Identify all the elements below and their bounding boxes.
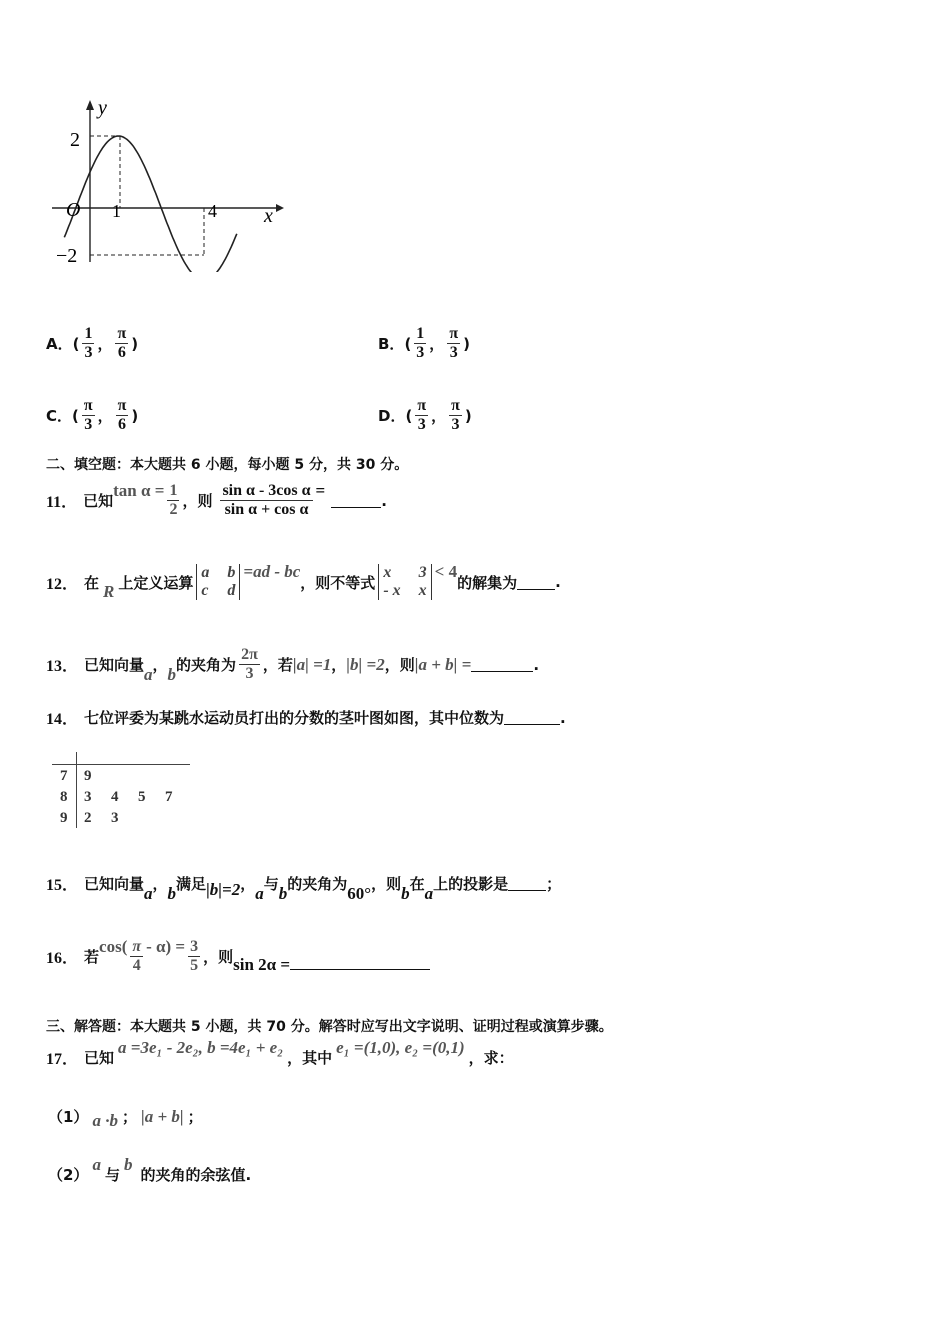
y-axis-label: y <box>98 97 107 119</box>
sine-graph <box>44 92 294 272</box>
stem: 9 <box>60 810 68 826</box>
fraction: π 3 <box>451 397 460 433</box>
leaf: 4 <box>111 789 119 805</box>
answer-blank[interactable] <box>471 657 533 672</box>
answer-blank[interactable] <box>290 955 430 970</box>
paren: ) <box>463 334 470 353</box>
question-17-part-1: （1） a ·b ； |a + b| ； <box>48 1106 203 1130</box>
question-11: 11． 已知 tan α = $\frac{1}{2}$ ，则 $\frac{\text{sin α - 3cos α}}{\text{sin α + cos α}}$ = . <box>46 480 387 518</box>
paren: ) <box>131 334 139 353</box>
determinant: a b c d <box>196 564 240 600</box>
leaf: 9 <box>84 768 92 784</box>
option-label: C． <box>46 407 73 425</box>
stem-leaf-row <box>60 787 192 808</box>
leaf: 2 <box>84 810 92 826</box>
fraction: 1 3 <box>84 325 93 361</box>
question-13: 13． 已知向量 a ， b 的夹角为 2π 3 ，若 |a| =1 ， |b| =2 ，则 |a + b| = . <box>46 646 540 684</box>
paren: ( <box>404 334 412 353</box>
fraction: π 3 <box>83 397 93 433</box>
paren: ( <box>405 406 413 425</box>
question-16: 16． 若 cos( π 4 - α) = $\frac{3}{5}$ ，则 sin 2α = <box>46 938 430 975</box>
question-12: 12． 在 R 上定义运算 a b c d =ad - bc ，则不等式 x 3 - x x < 4 的解集为 . <box>46 562 561 601</box>
leaf: 3 <box>111 810 119 826</box>
fraction: π 6 <box>117 397 127 433</box>
question-number: 11． <box>46 494 78 511</box>
paren: ( <box>72 334 80 353</box>
option-label: B． <box>378 335 405 353</box>
question-number: 14． <box>46 711 79 728</box>
answer-blank[interactable] <box>508 876 546 891</box>
tick-x-4: 4 <box>208 201 217 221</box>
determinant: x 3 - x x <box>378 564 431 600</box>
question-15: 15． 已知向量 a ， b 满足 |b|=2 ， a 与 b 的夹角为 60° ，则 b 在 a 上的投影是 ； <box>46 872 561 895</box>
fraction: 1 3 <box>416 325 425 361</box>
leaf: 3 <box>84 789 92 805</box>
paren: ) <box>464 406 472 425</box>
x-axis-label: x <box>264 205 273 227</box>
leaf: 7 <box>165 789 173 805</box>
answer-blank[interactable] <box>517 575 555 590</box>
question-number: 15． <box>46 877 79 894</box>
answer-blank[interactable] <box>331 493 381 508</box>
leaf: 5 <box>138 789 146 805</box>
option-a[interactable]: A． ( 1 3 ， π 6 ) <box>46 325 139 361</box>
section-2-heading: 二、填空题：本大题共 6 小题，每小题 5 分，共 30 分。 <box>46 457 409 473</box>
stem-leaf-row <box>60 808 192 829</box>
question-number: 17． <box>46 1051 79 1068</box>
fraction: π 3 <box>417 397 427 433</box>
stem: 8 <box>60 789 68 805</box>
question-17-part-2: （2） a 与 b 的夹角的余弦值. <box>48 1154 252 1184</box>
origin-label: O <box>66 199 81 221</box>
question-number: 13． <box>46 658 79 675</box>
paren: ( <box>72 406 79 425</box>
question-17: 17． 已知 a =3e₁ - 2e₂, b =4e₁ + e₂ ，其中 e₁ =(1,0), e₂ =(0,1) ，求： <box>46 1037 514 1068</box>
fraction: π 6 <box>117 325 127 361</box>
question-number: 12． <box>46 575 79 593</box>
option-d[interactable]: D． ( π 3 ， π 3 ) <box>378 397 472 433</box>
tick-y-neg2: −2 <box>56 245 78 267</box>
option-label: A． <box>46 335 73 353</box>
section-3-heading: 三、解答题：本大题共 5 小题，共 70 分。解答时应写出文字说明、证明过程或演算步骤。 <box>46 1019 613 1035</box>
option-b[interactable]: B． ( 1 3 ， π 3 ) <box>378 325 470 361</box>
option-label: D． <box>378 407 406 425</box>
question-14: 14． 七位评委为某跳水运动员打出的分数的茎叶图如图，其中位数为 . <box>46 706 566 729</box>
question-number: 16． <box>46 950 79 967</box>
fraction: π 3 <box>449 325 459 361</box>
paren: ) <box>131 406 139 425</box>
option-c[interactable]: C． ( π 3 ， π 6 ) <box>46 397 139 433</box>
stem-leaf-row <box>60 766 192 787</box>
stem: 7 <box>60 768 68 784</box>
tick-x-1: 1 <box>112 201 121 221</box>
tick-y-2: 2 <box>70 129 80 151</box>
answer-blank[interactable] <box>504 710 560 725</box>
